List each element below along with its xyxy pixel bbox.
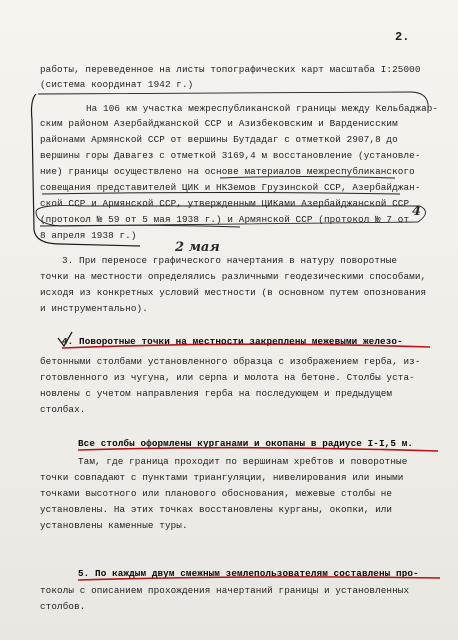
text-line: столбов. xyxy=(40,601,86,612)
text-line: ской ССР и Армянской ССР, утвержденным ЦИКами Азербайджанской ССР xyxy=(40,198,410,209)
text-line: (протокол № 59 от 5 мая 1938 г.) и Армянской ССР (протокол № 7 от xyxy=(40,214,410,225)
text-line: токолы с описанием прохождения начертаний границы и установленных xyxy=(40,585,410,596)
text-line: работы, переведенное на листы топографических карт масштаба I:25000 xyxy=(40,64,421,75)
text-line-highlighted: 4. Поворотные точки на местности закреплены межевыми железо- xyxy=(62,336,403,347)
text-line-highlighted: 5. По каждым двум смежным землепользователям составлены про- xyxy=(78,568,419,579)
text-line: новлены с учетом направления герба на последующем и предыдущем xyxy=(40,388,393,399)
text-line: (система координат 1942 г.) xyxy=(40,79,194,90)
text-line: ским районом Азербайджанской ССР и Азизбековским и Варденисским xyxy=(40,118,398,129)
text-line: районами Армянской ССР от вершины Бутдадаг с отметкой 2907,8 до xyxy=(40,134,398,145)
text-line: установлены каменные туры. xyxy=(40,520,188,531)
text-line: 3. При переносе графического начертания в натуру поворотные xyxy=(62,255,398,266)
text-line: ние) границы осуществлено на основе материалов межреспубликанского xyxy=(40,166,415,177)
text-line: и инструментально). xyxy=(40,303,148,314)
text-line: совещания представителей ЦИК и НКЗемов Грузинской ССР, Азербайджан- xyxy=(40,182,421,193)
text-line: точки на местности определялись различными геодезическими способами, xyxy=(40,271,427,282)
handwritten-margin-mark: 4 xyxy=(412,204,422,219)
text-line: 8 апреля 1938 г.) xyxy=(40,230,137,241)
text-line-highlighted: Все столбы оформлены курганами и окопаны в радиусе I-I,5 м. xyxy=(78,438,414,449)
text-line: На 106 км участка межреспубликанской границы между Кельбаджар- xyxy=(86,103,439,114)
text-line: вершины горы Давагез с отметкой 3169,4 м восстановление (установле- xyxy=(40,150,421,161)
ink-underline xyxy=(40,225,240,227)
page-number: 2. xyxy=(395,30,410,44)
text-line: готовленного из чугуна, или серпа и молота на бетоне. Столбы уста- xyxy=(40,372,415,383)
text-line: столбах. xyxy=(40,404,86,415)
text-line: точки совпадают с пунктами триангуляции, нивелирования или иными xyxy=(40,472,404,483)
handwritten-date-note: 2 мая xyxy=(175,240,220,255)
text-line: установлены. На этих точках восстановлены курганы, окопки, или xyxy=(40,504,393,515)
text-line: исходя из конкретных условий местности (в основном путем опознования xyxy=(40,287,427,298)
text-line: Там, где граница проходит по вершинам хребтов и поворотные xyxy=(78,456,408,467)
text-line: бетонными столбами установленного образца с изображением герба, из- xyxy=(40,356,421,367)
text-line: точками высотного или планового обоснования, межевые столбы не xyxy=(40,488,393,499)
